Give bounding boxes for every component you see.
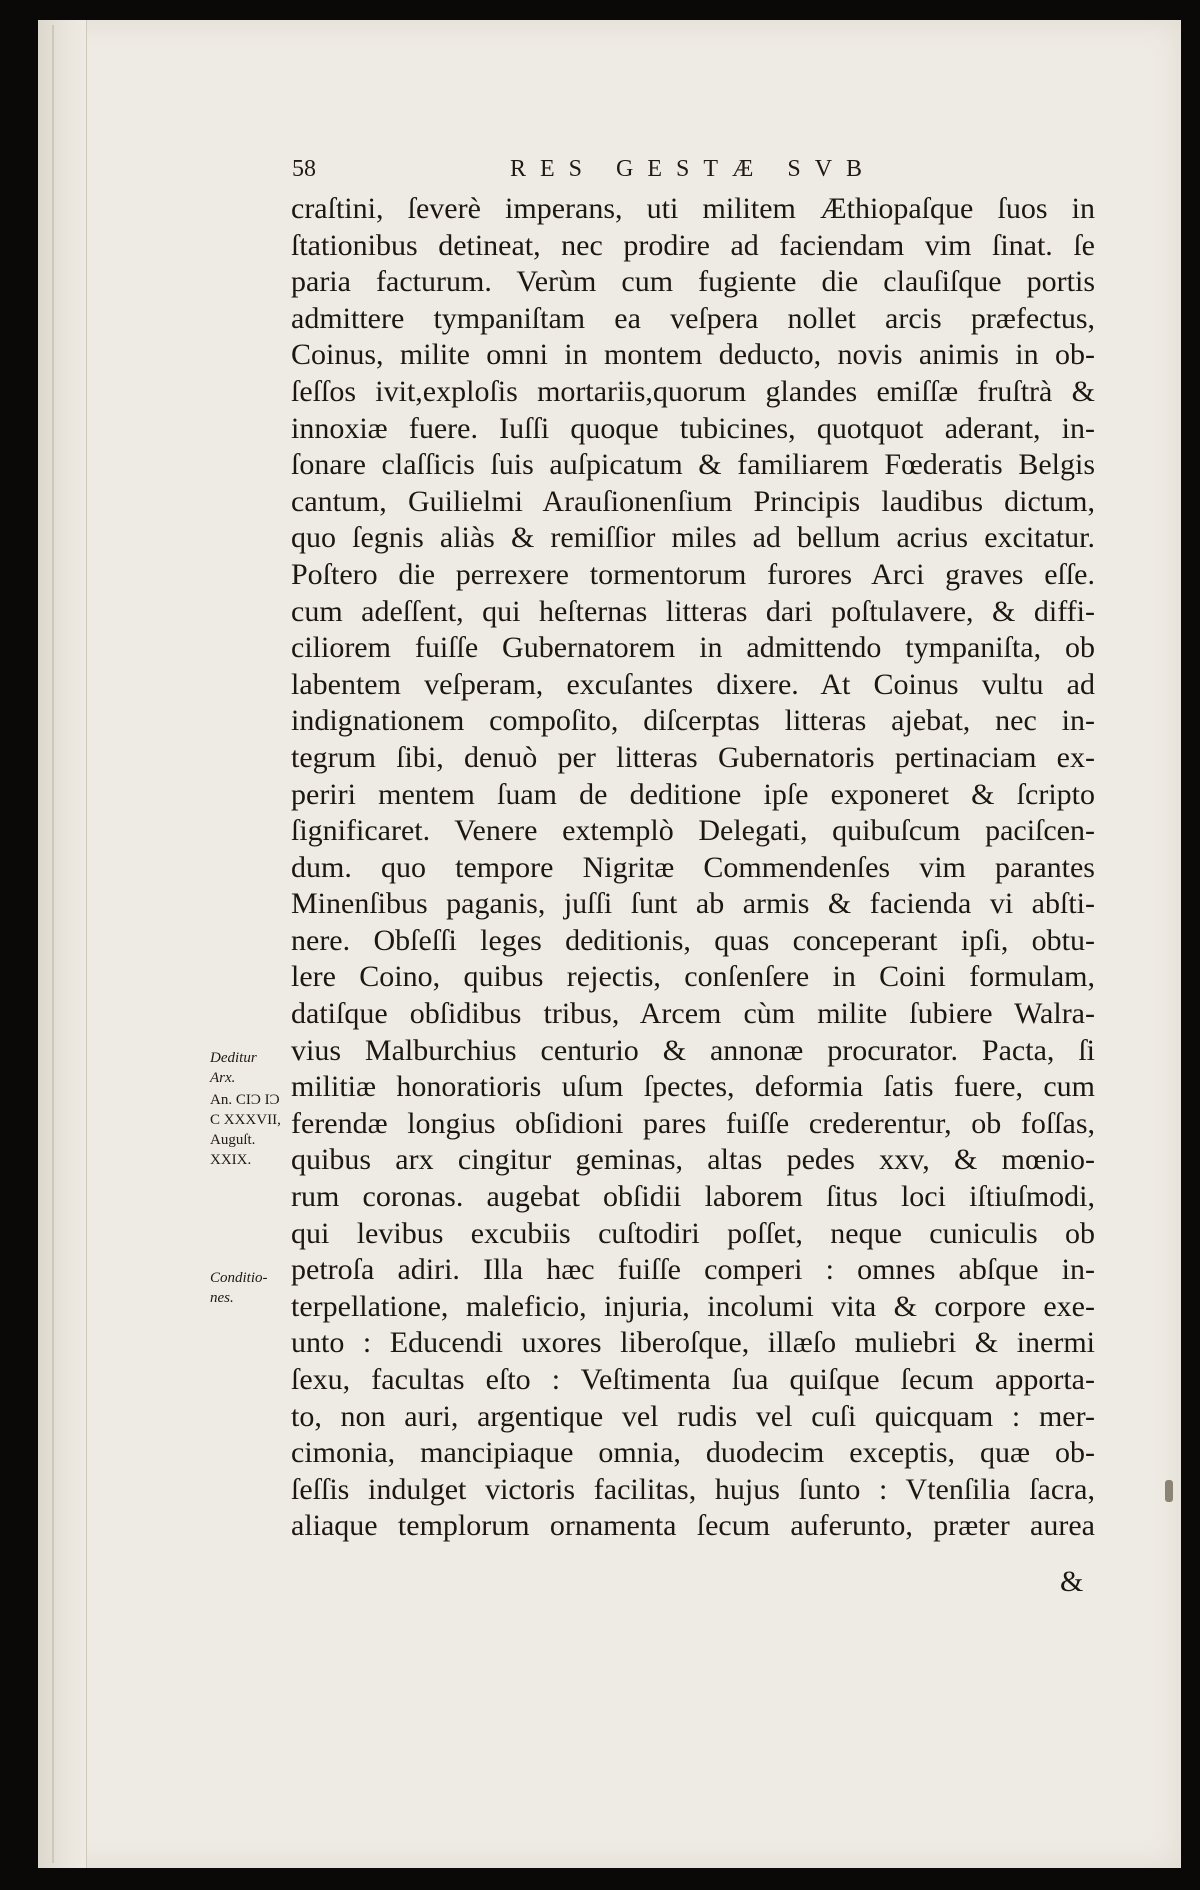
text-line: ſeſſis indulget victoris facilitas, hujus ſunto : Vtenſilia ſacra, (291, 1472, 1095, 1506)
text-line: ſexu, facultas eſto : Veſtimenta ſua quiſque ſecum apporta- (291, 1363, 1095, 1396)
text-line: terpellatione, maleficio, injuria, incolumi vita & corpore exe- (291, 1289, 1095, 1323)
text-line: datiſque obſidibus tribus, Arcem cùm milite ſubiere Walra- (291, 997, 1095, 1031)
margin-note-line: Arx. (210, 1070, 236, 1086)
margin-note-date (210, 1090, 288, 1170)
text-line: ſtationibus detineat, nec prodire ad faciendam vim ſinat. ſe (291, 228, 1095, 262)
text-line: ſeſſos ivit,exploſis mortariis,quorum glandes emiſſæ fruſtrà & (291, 374, 1095, 408)
text-line: quibus arx cingitur geminas, altas pedes xxv, & mœnio- (291, 1143, 1095, 1177)
text-line: ciliorem fuiſſe Gubernatorem in admittendo tympaniſta, ob (291, 631, 1095, 665)
text-line: rum coronas. augebat obſidii laborem ſitus loci iſtiuſmodi, (291, 1180, 1095, 1214)
text-line: petroſa adiri. Illa hæc fuiſſe comperi : omnes abſque in- (291, 1253, 1095, 1287)
margin-note-line: Deditur (210, 1050, 257, 1066)
margin-note-line: XXIX. (210, 1152, 252, 1168)
margin-note-line: Conditio- (210, 1270, 268, 1286)
text-line: to, non auri, argentique vel rudis vel cuſi quicquam : mer- (291, 1399, 1095, 1433)
text-line: cimonia, mancipiaque omnia, duodecim exceptis, quæ ob- (291, 1436, 1095, 1470)
margin-note-line: An. CIϽ IϽ (210, 1092, 280, 1108)
text-line: Minenſibus paganis, juſſi ſunt ab armis & facienda vi abſti- (291, 887, 1095, 921)
margin-note-line: Auguſt. (210, 1132, 256, 1148)
body-text (291, 191, 1095, 1545)
margin-note-line: C XXXVII, (210, 1112, 281, 1128)
text-line: Coinus, milite omni in montem deducto, novis animis in ob- (291, 338, 1095, 372)
text-line: ſignificaret. Venere extemplò Delegati, quibuſcum paciſcen- (291, 814, 1095, 848)
text-line: labentem veſperam, excuſantes dixere. At Coinus vultu ad (291, 667, 1095, 701)
text-line: militiæ honoratioris uſum ſpectes, deformia ſatis fuere, cum (291, 1070, 1095, 1104)
text-line: indignationem compoſito, diſcerptas litteras ajebat, nec in- (291, 704, 1095, 738)
text-line: paria facturum. Verùm cum fugiente die clauſiſque portis (291, 265, 1095, 299)
text-line: unto : Educendi uxores liberoſque, illæſo muliebri & inermi (291, 1326, 1095, 1360)
text-line: Poſtero die perrexere tormentorum furores Arci graves eſſe. (291, 557, 1095, 591)
text-line: innoxiæ fuere. Iuſſi quoque tubicines, quotquot aderant, in- (291, 411, 1095, 445)
text-line: lere Coino, quibus rejectis, conſenſere in Coini formulam, (291, 960, 1095, 994)
text-line: ferendæ longius obſidioni pares fuiſſe crederentur, ob foſſas, (291, 1106, 1095, 1140)
text-line: periri mentem ſuam de deditione ipſe exponeret & ſcripto (291, 777, 1095, 811)
page-edge-line (52, 25, 54, 1863)
page-number: 58 (292, 156, 316, 182)
text-line: cum adeſſent, qui heſternas litteras dari poſtulavere, & diffi- (291, 594, 1095, 628)
text-line: quo ſegnis aliàs & remiſſior miles ad bellum acrius excitatur. (291, 521, 1095, 555)
catchword: & (1060, 1565, 1084, 1598)
text-line: admittere tympaniſtam ea veſpera nollet arcis præfectus, (291, 301, 1095, 335)
running-title: RES GESTÆ SVB (510, 156, 877, 182)
margin-note-line: nes. (210, 1290, 234, 1306)
text-line: craſtini, ſeverè imperans, uti militem Æthiopaſque ſuos in (291, 192, 1095, 225)
text-line: dum. quo tempore Nigritæ Commendenſes vim parantes (291, 850, 1095, 884)
text-line: aliaque templorum ornamenta ſecum auferunto, præter aurea (291, 1509, 1095, 1543)
text-line: vius Malburchius centurio & annonæ procurator. Pacta, ſi (291, 1033, 1095, 1067)
text-line: ſonare claſſicis ſuis auſpicatum & familiarem Fœderatis Belgis (291, 448, 1095, 482)
text-line: qui levibus excubiis cuſtodiri poſſet, neque cuniculis ob (291, 1216, 1095, 1250)
page-binding-edge (38, 20, 87, 1868)
page-header (290, 152, 1100, 192)
margin-note-deditur (210, 1048, 288, 1088)
text-line: nere. Obſeſſi leges deditionis, quas conceperant ipſi, obtu- (291, 923, 1095, 957)
margin-note-conditiones (210, 1268, 288, 1308)
text-line: cantum, Guilielmi Arauſionenſium Principis laudibus dictum, (291, 484, 1095, 518)
gutter-mark (1165, 1480, 1173, 1502)
text-line: tegrum ſibi, denuò per litteras Gubernatoris pertinaciam ex- (291, 740, 1095, 774)
